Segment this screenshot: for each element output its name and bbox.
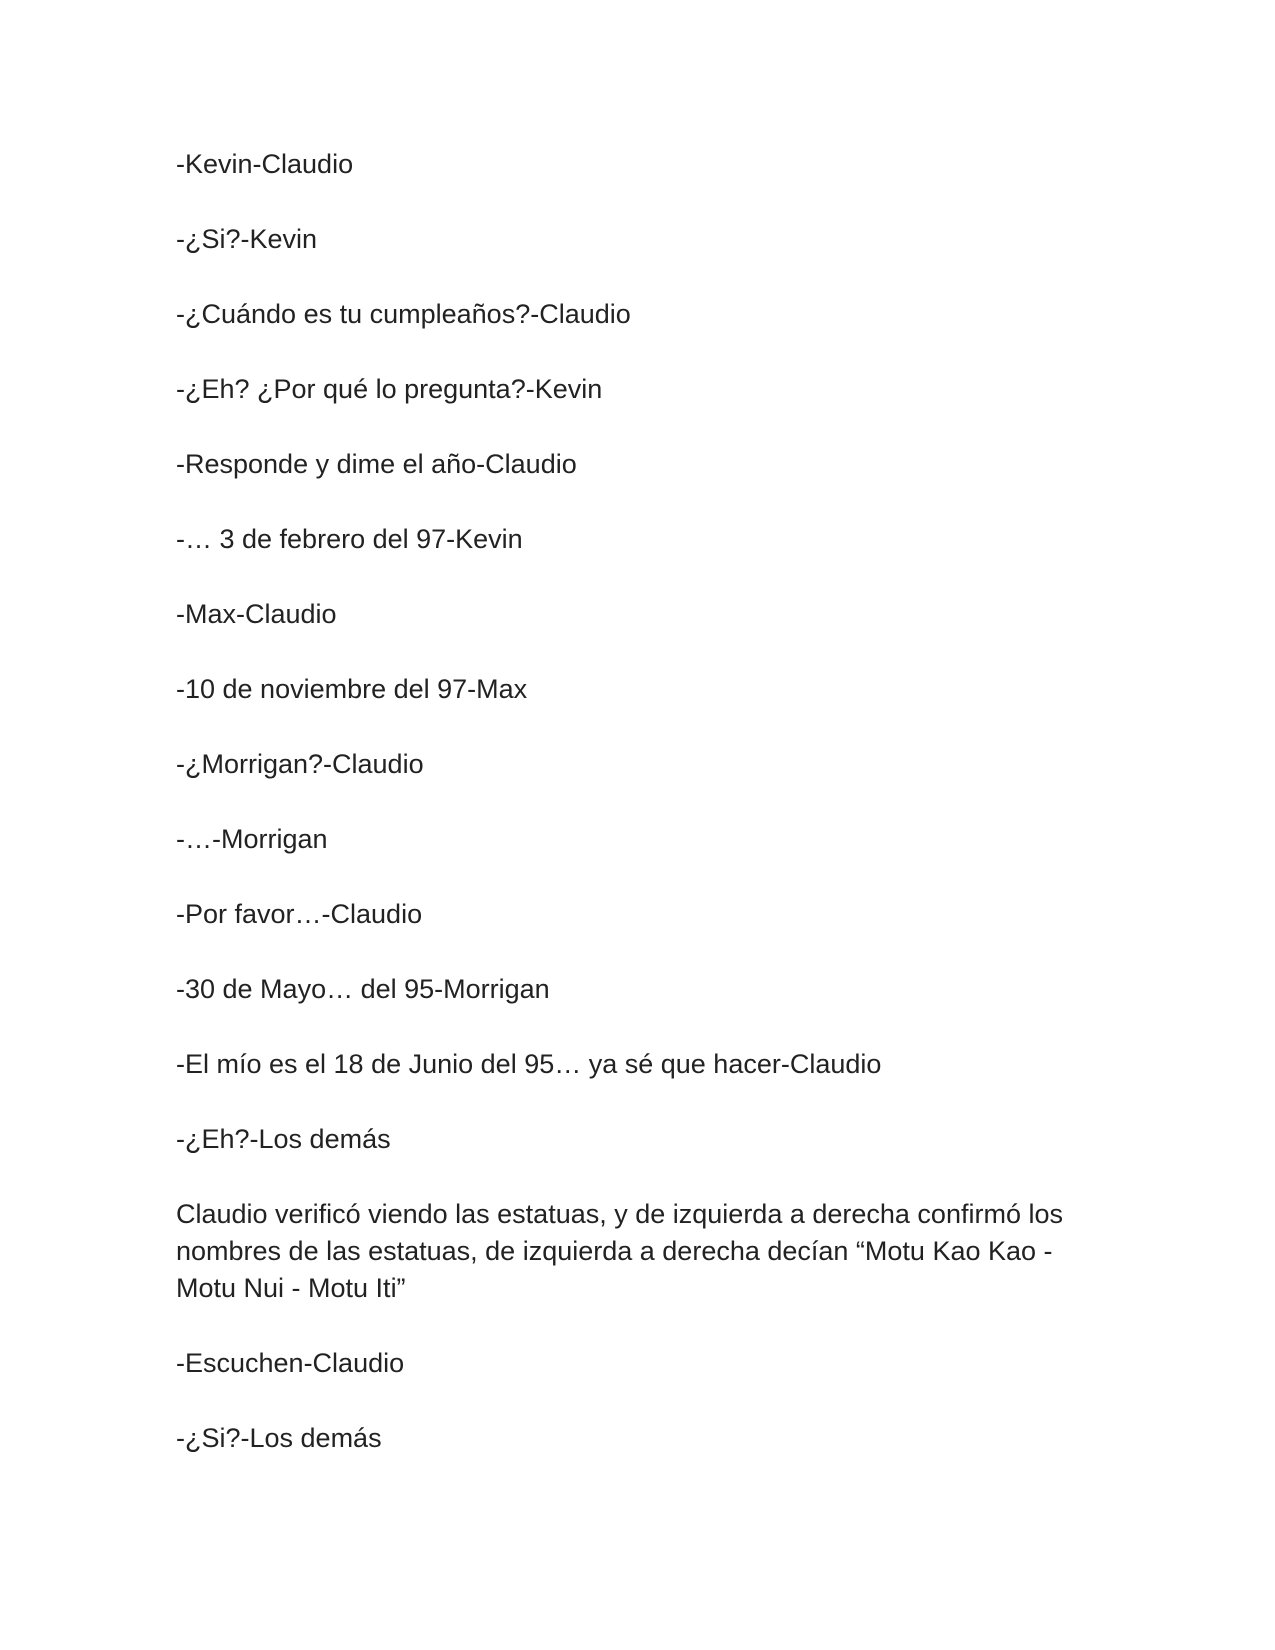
dialogue-line: -Max-Claudio bbox=[176, 599, 337, 629]
dialogue-line: -¿Cuándo es tu cumpleaños?-Claudio bbox=[176, 299, 631, 329]
narration-paragraph: Claudio verificó viendo las estatuas, y de izquierda a derecha confirmó los nombres de las estatuas, de izquierda a derecha decían “Motu Kao Kao - Motu Nui - Motu Iti” bbox=[176, 1199, 1071, 1303]
document-body bbox=[176, 146, 1076, 1495]
dialogue-line: -¿Eh? ¿Por qué lo pregunta?-Kevin bbox=[176, 374, 603, 404]
dialogue-line: -Escuchen-Claudio bbox=[176, 1348, 405, 1378]
dialogue-line: -10 de noviembre del 97-Max bbox=[176, 674, 528, 704]
dialogue-line: -… 3 de febrero del 97-Kevin bbox=[176, 524, 523, 554]
dialogue-line: -Kevin-Claudio bbox=[176, 149, 354, 179]
dialogue-line: -Por favor…-Claudio bbox=[176, 899, 423, 929]
dialogue-line: -Responde y dime el año-Claudio bbox=[176, 449, 577, 479]
dialogue-line: -¿Si?-Kevin bbox=[176, 224, 318, 254]
dialogue-line: -El mío es el 18 de Junio del 95… ya sé que hacer-Claudio bbox=[176, 1049, 882, 1079]
dialogue-line: -¿Eh?-Los demás bbox=[176, 1124, 391, 1154]
dialogue-line: -…-Morrigan bbox=[176, 824, 328, 854]
dialogue-line: -¿Si?-Los demás bbox=[176, 1423, 382, 1453]
dialogue-line: -¿Morrigan?-Claudio bbox=[176, 749, 424, 779]
dialogue-line: -30 de Mayo… del 95-Morrigan bbox=[176, 974, 550, 1004]
